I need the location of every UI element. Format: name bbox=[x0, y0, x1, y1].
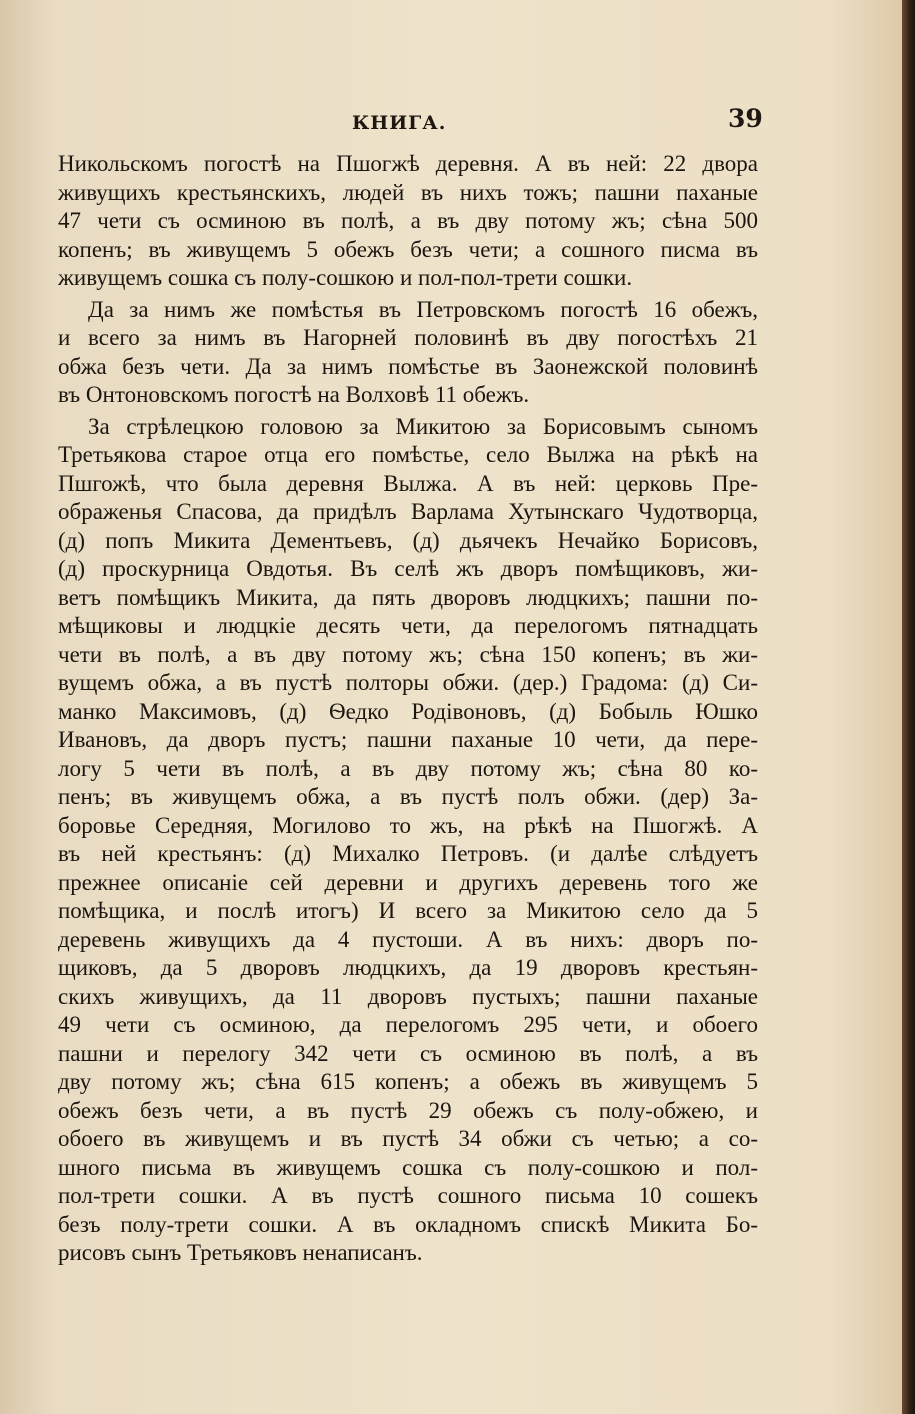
text-line: обжа безъ чети. Да за нимъ помѣстье въ Заонежской половинѣ bbox=[58, 353, 758, 379]
text-line: шного письма въ живущемъ сошка съ полу-сошкою и пол- bbox=[58, 1154, 758, 1180]
text-line: Ивановъ, да дворъ пустъ; пашни паханые 10 чети, да пере- bbox=[58, 727, 758, 752]
text-line: деревень живущихъ да 4 пустоши. А въ нихъ: дворъ по- bbox=[58, 926, 758, 952]
text-line: копенъ; въ живущемъ 5 обежъ безъ чети; а сошного писма въ bbox=[58, 236, 758, 262]
text-line: ветъ помѣщикъ Микита, да пять дворовъ людцкихъ; пашни по- bbox=[58, 584, 758, 610]
text-line: прежнее описаніе сей деревни и другихъ деревень того же bbox=[58, 869, 758, 895]
text-line: живущихъ крестьянскихъ, людей въ нихъ тожъ; пашни паханые bbox=[58, 179, 758, 205]
text-line: въ Онтоновскомъ погостѣ на Волховѣ 11 обежъ. bbox=[58, 382, 530, 407]
text-line: пол-трети сошки. А въ пустѣ сошного письма 10 сошекъ bbox=[58, 1183, 758, 1208]
text-line: ображенья Спасова, да придѣлъ Варлама Хутынскаго Чудотворца, bbox=[58, 499, 758, 524]
text-line: обежъ безъ чети, а въ пустѣ 29 обежъ съ полу-обжею, и bbox=[58, 1097, 758, 1123]
paragraph bbox=[58, 296, 758, 410]
text-line: пашни и перелогу 342 чети съ осминою въ полѣ, а въ bbox=[58, 1040, 758, 1066]
text-line: щиковъ, да 5 дворовъ людцкихъ, да 19 дворовъ крестьян- bbox=[58, 955, 758, 980]
text-line: манко Максимовъ, (д) Ѳедко Родівоновъ, (д) Бобыль Юшко bbox=[58, 698, 758, 724]
text-line: чети въ полѣ, а въ дву потому жъ; сѣна 150 копенъ; въ жи- bbox=[58, 641, 758, 667]
text-line: пенъ; въ живущемъ обжа, а въ пустѣ полъ обжи. (дер) За- bbox=[58, 784, 758, 809]
page-number: 39 bbox=[728, 104, 763, 133]
body-text bbox=[58, 150, 758, 1268]
text-line: Да за нимъ же помѣстья въ Петровскомъ погостѣ 16 обежъ, bbox=[88, 296, 758, 322]
text-line: безъ полу-трети сошки. А въ окладномъ спискѣ Микита Бо- bbox=[58, 1211, 758, 1237]
text-line: помѣщика, и послѣ итогъ) И всего за Микитою село да 5 bbox=[58, 898, 758, 923]
text-line: рисовъ сынъ Третьяковъ ненаписанъ. bbox=[58, 1240, 423, 1265]
text-line: (д) проскурница Овдотья. Въ селѣ жъ дворъ помѣщиковъ, жи- bbox=[58, 556, 758, 581]
text-line: Третьякова старое отца его помѣстье, село Вылжа на рѣкѣ на bbox=[58, 442, 758, 467]
text-line: 49 чети съ осминою, да перелогомъ 295 чети, и обоего bbox=[58, 1012, 758, 1037]
text-line: въ ней крестьянъ: (д) Михалко Петровъ. (и далѣе слѣдуетъ bbox=[58, 841, 758, 866]
text-line: За стрѣлецкою головою за Микитою за Борисовымъ сыномъ bbox=[88, 413, 758, 439]
text-line: мѣщиковы и людцкіе десять чети, да перелогомъ пятнадцать bbox=[58, 613, 758, 638]
text-line: 47 чети съ осминою въ полѣ, а въ дву потому жъ; сѣна 500 bbox=[58, 208, 758, 233]
text-line: боровье Середняя, Могилово то жъ, на рѣкѣ на Пшогжѣ. А bbox=[58, 812, 758, 838]
text-line: скихъ живущихъ, да 11 дворовъ пустыхъ; пашни паханые bbox=[58, 983, 758, 1009]
text-line: Пшгожѣ, что была деревня Вылжа. А въ ней: церковь Пре- bbox=[58, 470, 758, 496]
running-header-title: КНИГА. bbox=[352, 112, 447, 134]
book-binding-edge bbox=[902, 0, 915, 1414]
text-line: живущемъ сошка съ полу-сошкою и пол-пол-трети сошки. bbox=[58, 265, 633, 290]
text-line: логу 5 чети въ полѣ, а въ дву потому жъ; сѣна 80 ко- bbox=[58, 755, 758, 781]
paragraph bbox=[58, 150, 758, 293]
text-line: обоего въ живущемъ и въ пустѣ 34 обжи съ четью; а со- bbox=[58, 1126, 758, 1151]
text-line: дву потому жъ; сѣна 615 копенъ; а обежъ въ живущемъ 5 bbox=[58, 1069, 758, 1094]
text-line: Никольскомъ погостѣ на Пшогжѣ деревня. А въ ней: 22 двора bbox=[58, 151, 758, 176]
text-line: вущемъ обжа, а въ пустѣ полторы обжи. (дер.) Градома: (д) Си- bbox=[58, 670, 758, 695]
paragraph bbox=[58, 413, 758, 1268]
text-line: и всего за нимъ въ Нагорней половинѣ въ дву погостѣхъ 21 bbox=[58, 325, 758, 350]
text-line: (д) попъ Микита Дементьевъ, (д) дьячекъ Нечайко Борисовъ, bbox=[58, 527, 758, 553]
